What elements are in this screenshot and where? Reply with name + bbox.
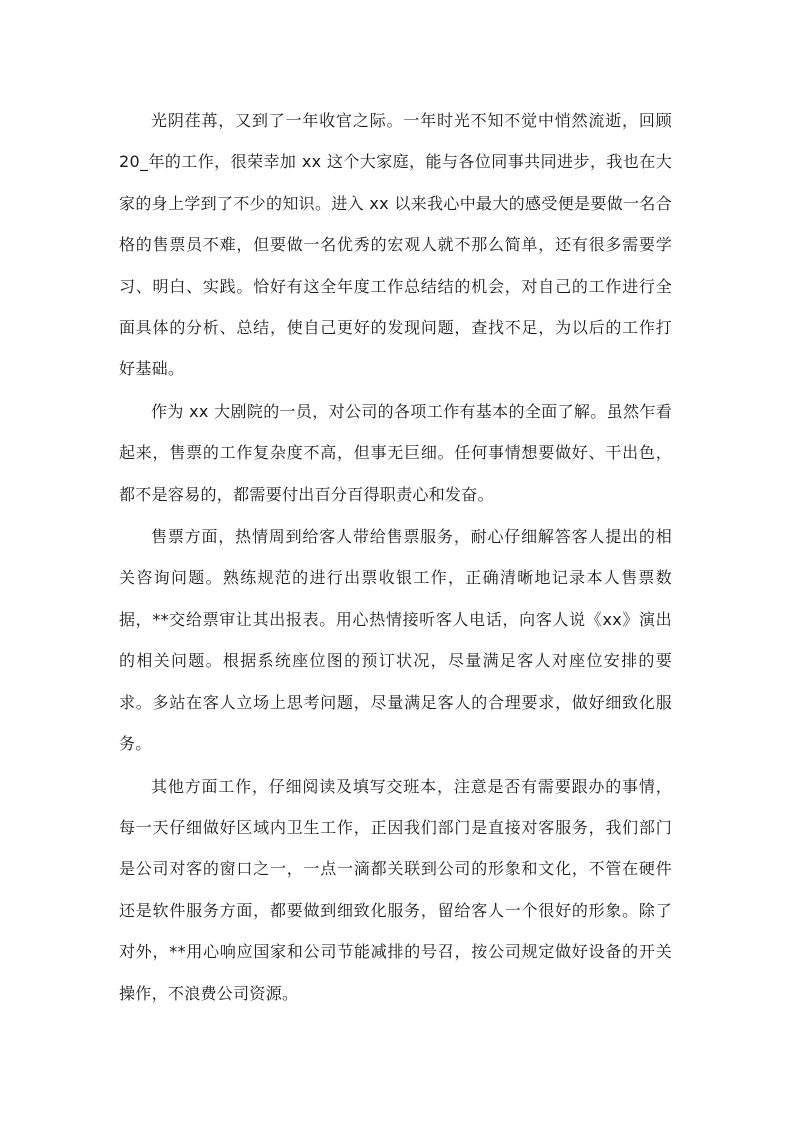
paragraph-other-work: 其他方面工作，仔细阅读及填写交班本，注意是否有需要跟办的事情，每一天仔细做好区域内卫生工作，正因我们部门是直接对客服务，我们部门是公司对客的窗口之一，一点一滴都关联到公司的形象和文化，不管在硬件还是软件服务方面，都要做到细致化服务，留给客人一个很好的形象。除了对外，**用心响应国家和公司节能减排的号召，按公司规定做好设备的开关操作，不浪费公司资源。 (119, 776, 672, 1003)
paragraph-role: 作为 xx 大剧院的一员，对公司的各项工作有基本的全面了解。虽然乍看起来，售票的工作复杂度不高，但事无巨细。任何事情想要做好、干出色，都不是容易的，都需要付出百分百得职责心和发奋。 (119, 401, 672, 504)
paragraph-ticketing: 售票方面，热情周到给客人带给售票服务，耐心仔细解答客人提出的相关咨询问题。熟练规范的进行出票收银工作，正确清晰地记录本人售票数据，**交给票审让其出报表。用心热情接听客人电话，向客人说《xx》演出的相关问题。根据系统座位图的预订状况，尽量满足客人对座位安排的要求。多站在客人立场上思考问题，尽量满足客人的合理要求，做好细致化服务。 (119, 527, 672, 754)
paragraph-intro: 光阴荏苒，又到了一年收官之际。一年时光不知不觉中悄然流逝，回顾 20_年的工作，很荣幸加 xx 这个大家庭，能与各位同事共同进步，我也在大家的身上学到了不少的知识。进入 xx 以来我心中最大的感受便是要做一名合格的售票员不难，但要做一名优秀的宏观人就不那么简单，还有很多需要学习、明白、实践。恰好有这全年度工作总结结的机会，对自己的工作进行全面具体的分析、总结，使自己更好的发现问题，查找不足，为以后的工作打好基础。 (119, 111, 672, 379)
document-body (119, 100, 672, 1014)
